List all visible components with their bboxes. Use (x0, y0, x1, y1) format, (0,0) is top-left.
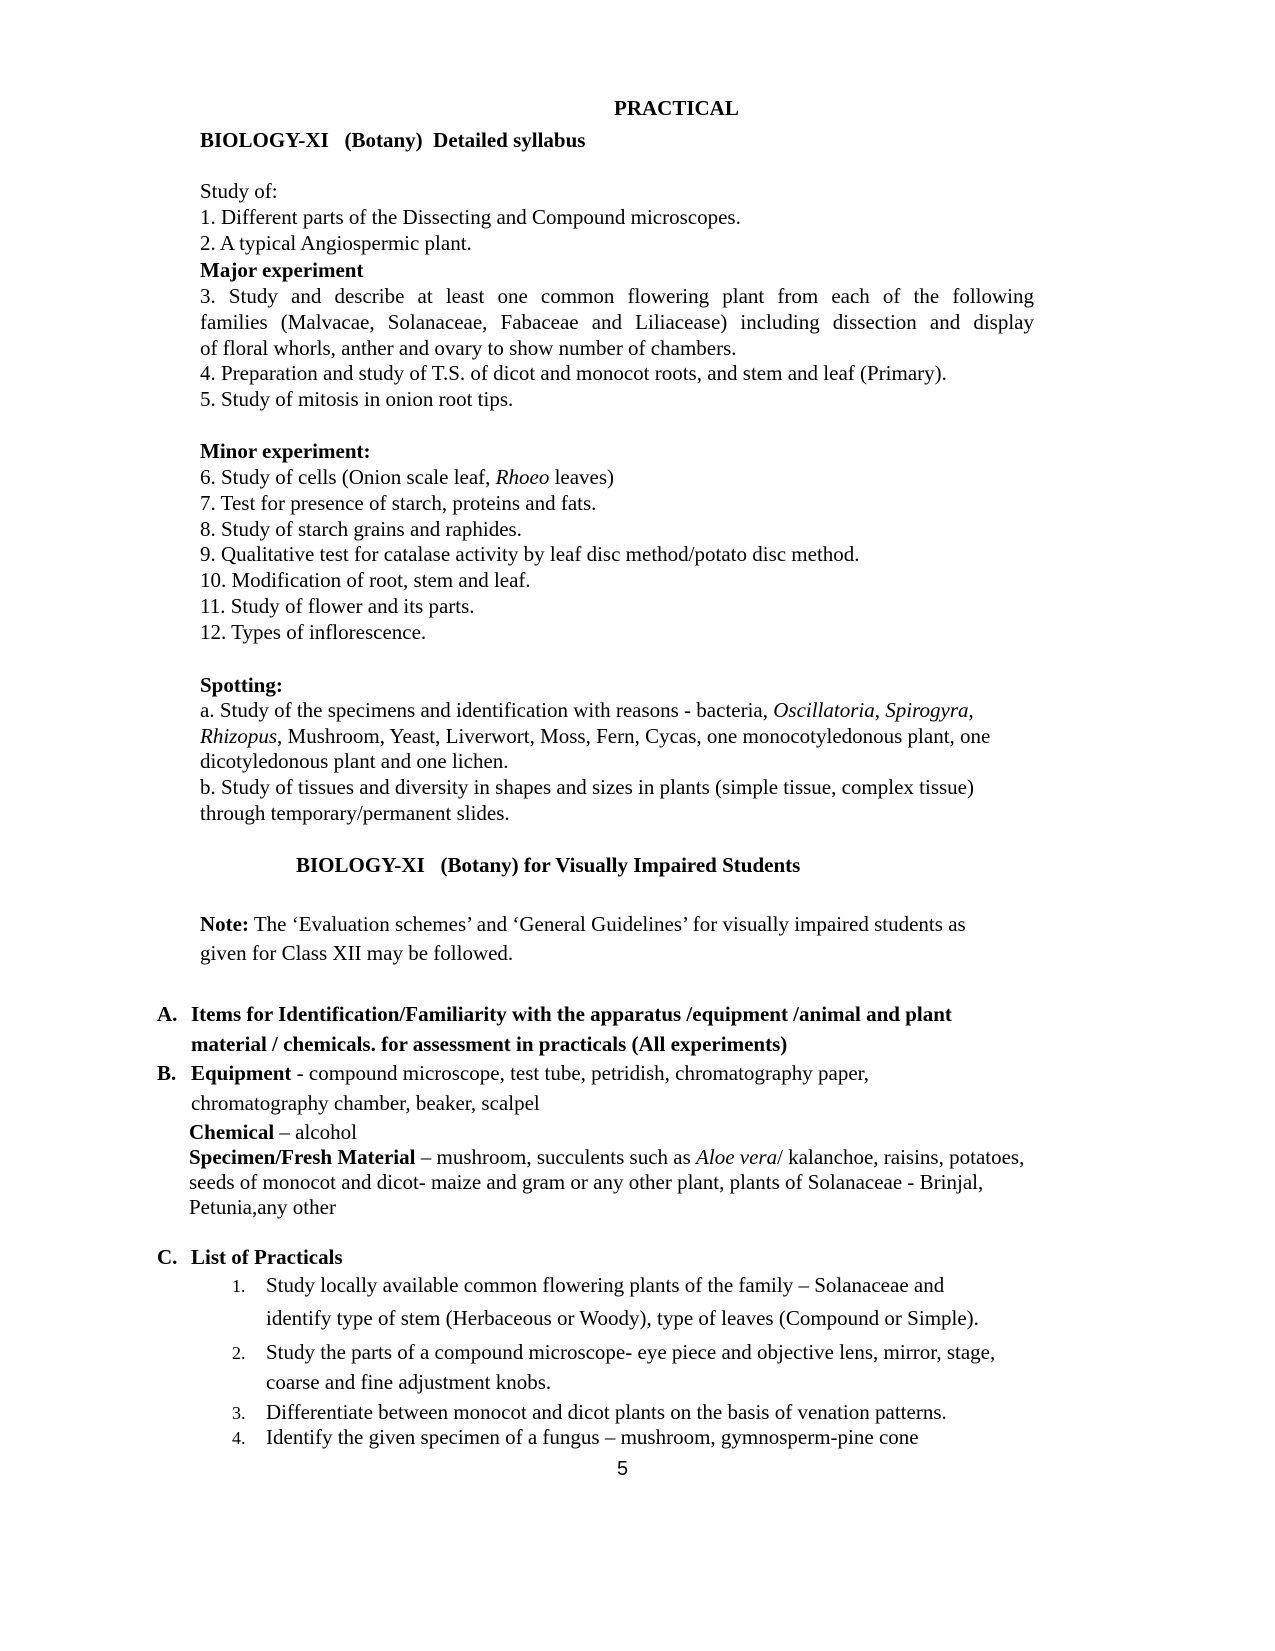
list-item: 2. A typical Angiospermic plant. (200, 231, 472, 255)
practical-item-2: 2. Study the parts of a compound microscope- eye piece and objective lens, mirror, stage, (232, 1340, 996, 1364)
visually-impaired-heading: BIOLOGY-XI (Botany) for Visually Impaired Students (296, 853, 801, 877)
list-item: 10. Modification of root, stem and leaf. (200, 568, 531, 592)
practical-item-4: 4. Identify the given specimen of a fungus – mushroom, gymnosperm-pine cone (232, 1425, 919, 1449)
list-item: 9. Qualitative test for catalase activity by leaf disc method/potato disc method. (200, 542, 860, 566)
list-item: of floral whorls, anther and ovary to show number of chambers. (200, 336, 737, 360)
spotting-item-a-cont: Rhizopus, Mushroom, Yeast, Liverwort, Moss, Fern, Cycas, one monocotyledonous plant, one (200, 724, 991, 748)
specimen-line-cont: Petunia,any other (189, 1195, 336, 1219)
specimen-line-cont: seeds of monocot and dicot- maize and gram or any other plant, plants of Solanaceae - Brinjal, (189, 1170, 984, 1194)
note-paragraph-cont: given for Class XII may be followed. (200, 941, 514, 965)
spotting-title: Spotting: (200, 673, 283, 697)
equipment-line: Equipment - compound microscope, test tube, petridish, chromatography paper, (191, 1061, 870, 1085)
major-experiment-title: Major experiment (200, 258, 364, 282)
syllabus-title: BIOLOGY-XI (Botany) Detailed syllabus (200, 128, 586, 152)
page-heading: PRACTICAL (614, 96, 739, 120)
section-a-line: material / chemicals. for assessment in practicals (All experiments) (191, 1032, 788, 1056)
list-item: 7. Test for presence of starch, proteins and fats. (200, 491, 597, 515)
chemical-line: Chemical – alcohol (189, 1120, 357, 1144)
spotting-item-b: b. Study of tissues and diversity in shapes and sizes in plants (simple tissue, complex tissue) (200, 775, 974, 799)
page-number: 5 (617, 1458, 629, 1480)
list-item: 1. Different parts of the Dissecting and Compound microscopes. (200, 205, 741, 229)
list-item: 8. Study of starch grains and raphides. (200, 517, 522, 541)
list-item: 6. Study of cells (Onion scale leaf, Rhoeo leaves) (200, 465, 615, 489)
equipment-line-cont: chromatography chamber, beaker, scalpel (191, 1091, 540, 1115)
list-item: 11. Study of flower and its parts. (200, 594, 475, 618)
spotting-item-a: a. Study of the specimens and identification with reasons - bacteria, Oscillatoria, Spirogyra, (200, 698, 974, 722)
spotting-item-b-cont: through temporary/permanent slides. (200, 801, 510, 825)
note-paragraph: Note: The ‘Evaluation schemes’ and ‘General Guidelines’ for visually impaired students as (200, 912, 966, 936)
list-item: 3. Study and describe at least one common flowering plant from each of the following (200, 284, 1034, 308)
list-item: families (Malvacae, Solanaceae, Fabaceae and Liliacease) including dissection and display (200, 310, 1034, 334)
study-of-label: Study of: (200, 179, 278, 203)
section-a-letter: A. (157, 1002, 178, 1026)
specimen-line: Specimen/Fresh Material – mushroom, succulents such as Aloe vera/ kalanchoe, raisins, potatoes, (189, 1145, 1025, 1169)
practical-item-1-cont: identify type of stem (Herbaceous or Woody), type of leaves (Compound or Simple). (266, 1306, 979, 1330)
practical-item-3: 3. Differentiate between monocot and dicot plants on the basis of venation patterns. (232, 1400, 947, 1424)
practicals-title: List of Practicals (191, 1245, 343, 1269)
list-item: 12. Types of inflorescence. (200, 620, 427, 644)
section-b-letter: B. (157, 1061, 177, 1085)
list-item: 5. Study of mitosis in onion root tips. (200, 387, 514, 411)
spotting-item-a-cont: dicotyledonous plant and one lichen. (200, 749, 509, 773)
practical-item-1: 1. Study locally available common flowering plants of the family – Solanaceae and (232, 1273, 945, 1297)
section-a-line: Items for Identification/Familiarity with the apparatus /equipment /animal and plant (191, 1002, 952, 1026)
section-c-letter: C. (157, 1245, 178, 1269)
minor-experiment-title: Minor experiment: (200, 439, 371, 463)
list-item: 4. Preparation and study of T.S. of dicot and monocot roots, and stem and leaf (Primary). (200, 361, 947, 385)
practical-item-2-cont: coarse and fine adjustment knobs. (266, 1370, 552, 1394)
